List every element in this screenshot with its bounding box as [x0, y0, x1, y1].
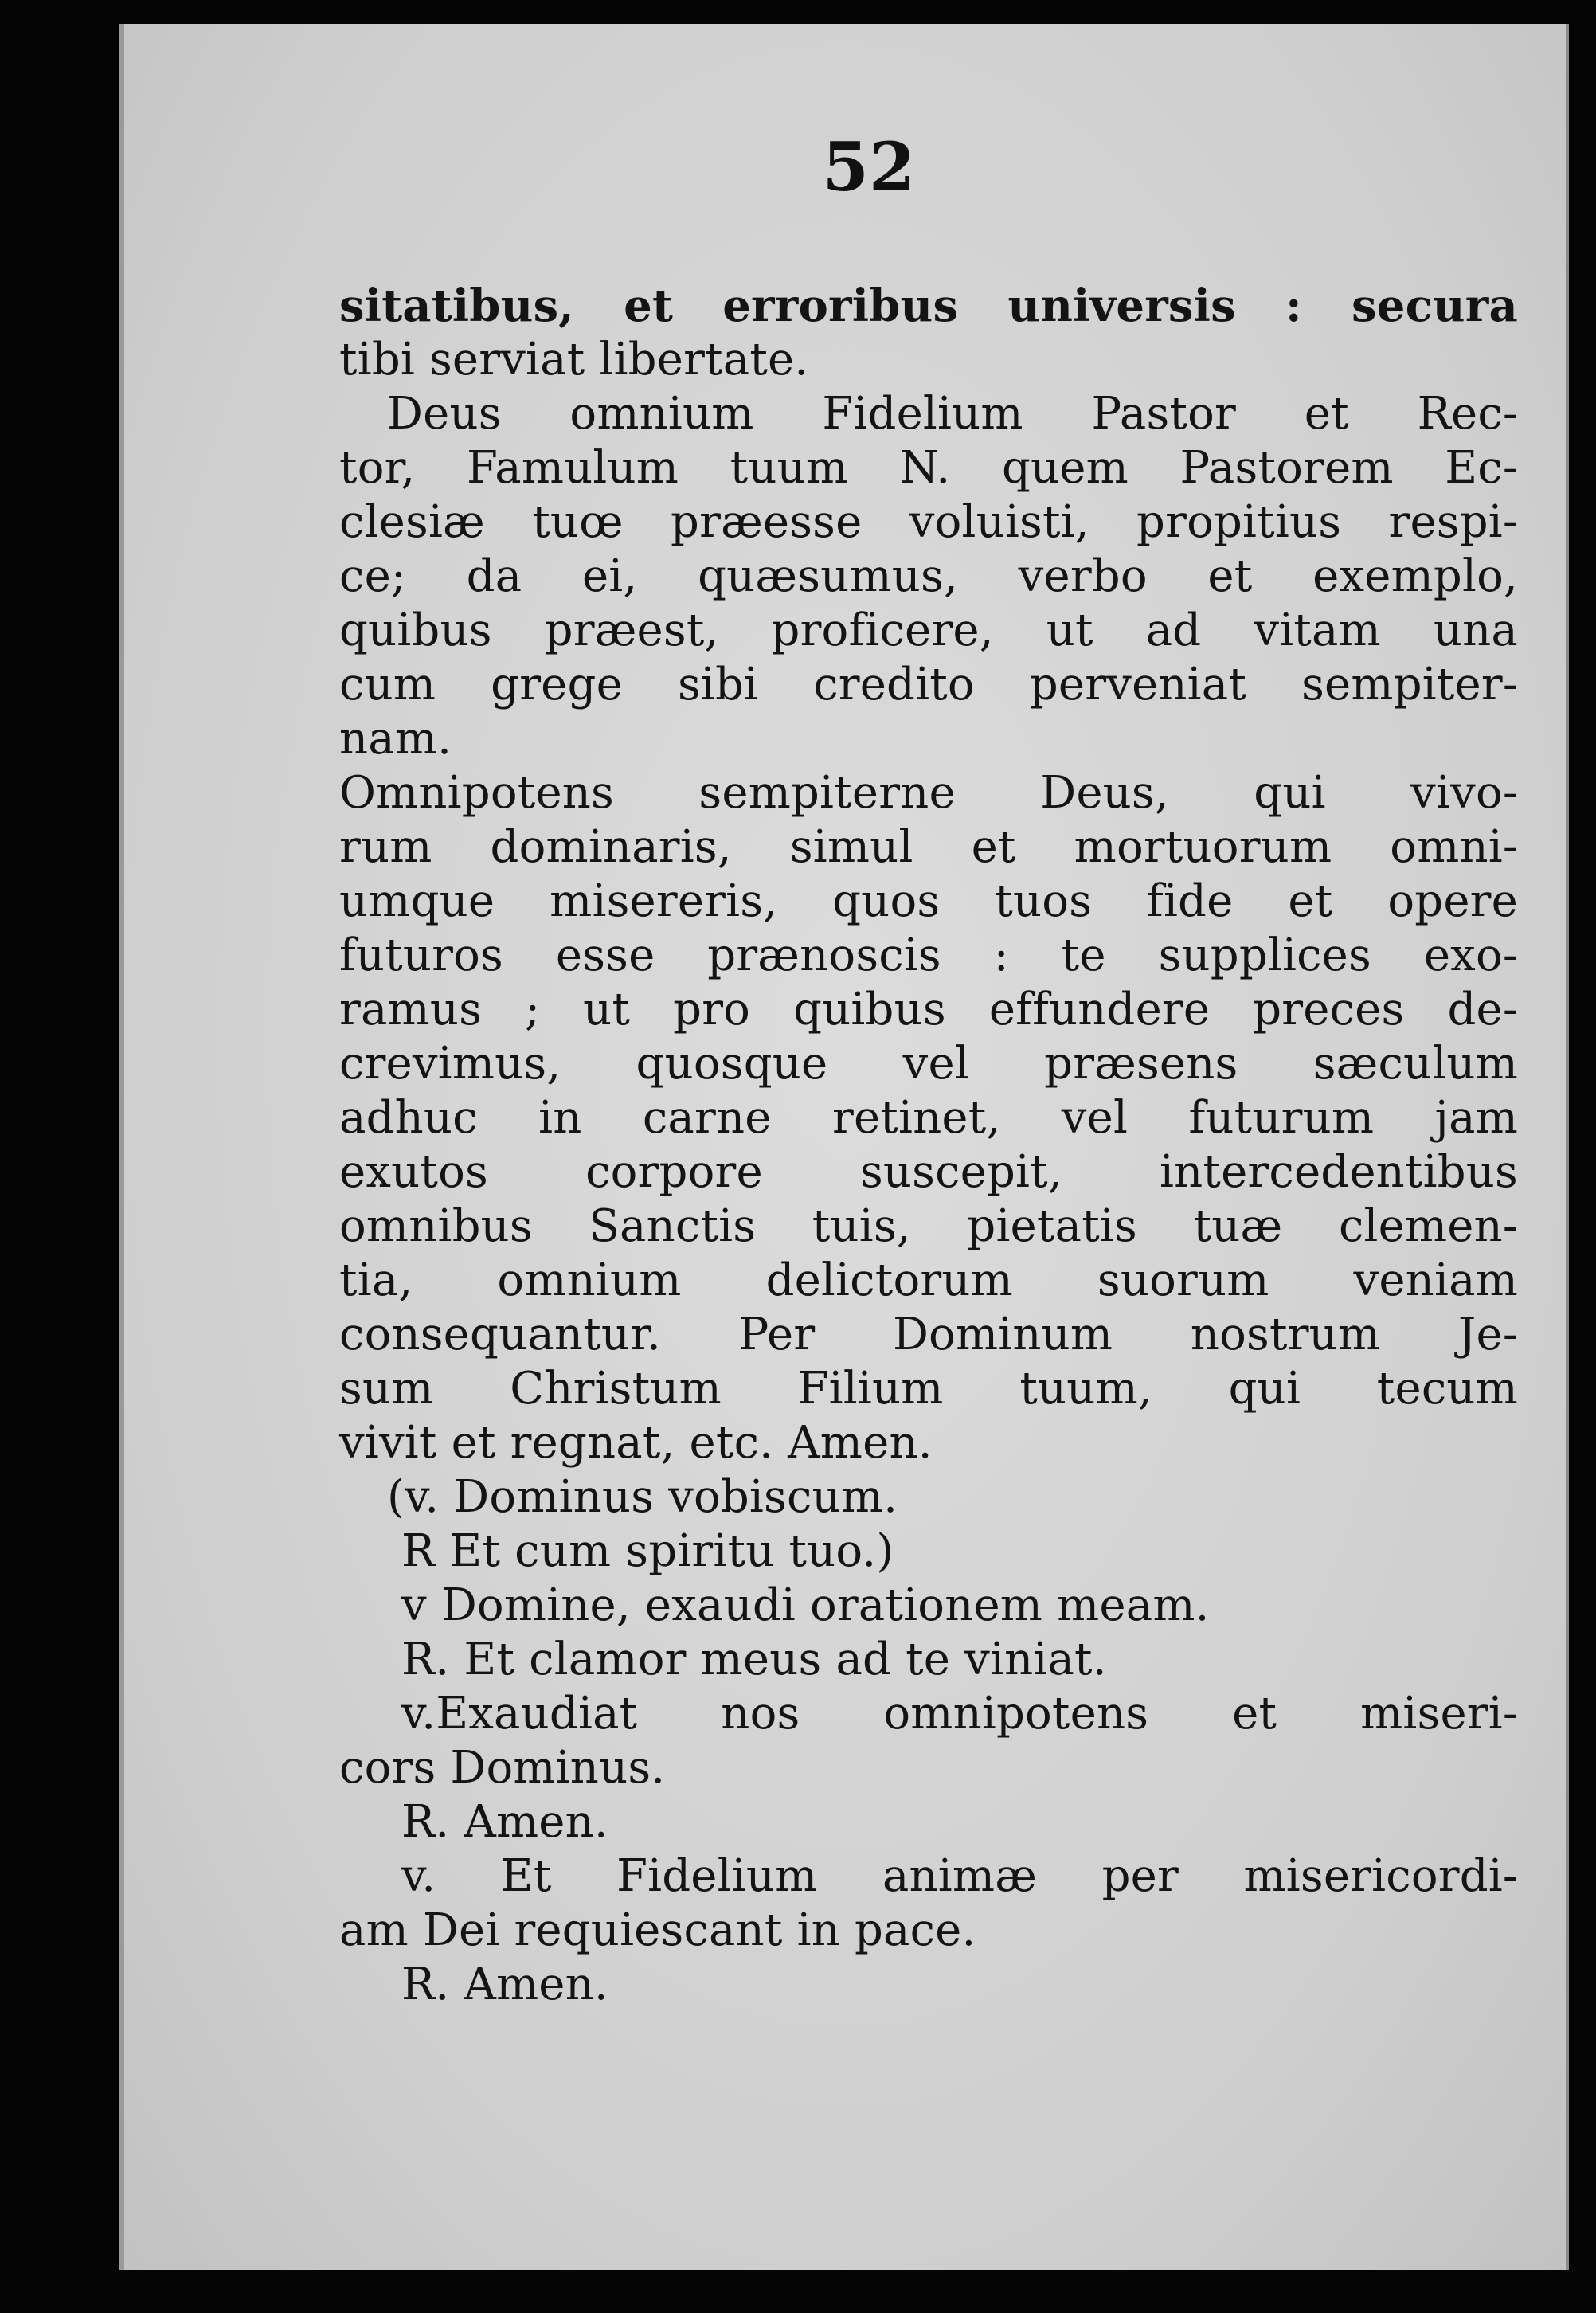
text-line: R Et cum spiritu tuo.): [401, 1525, 894, 1577]
text-line: tia, omnium delictorum suorum veniam: [339, 1254, 1518, 1306]
text-line: sitatibus, et erroribus universis : secura: [339, 280, 1518, 332]
page-number: 52: [822, 127, 916, 206]
text-line: nam.: [339, 713, 452, 765]
text-line: R. Amen.: [401, 1959, 608, 2010]
text-line: R. Et clamor meus ad te viniat.: [401, 1634, 1107, 1685]
text-line: Omnipotens sempiterne Deus, qui vivo-: [339, 767, 1518, 819]
text-line: tor, Famulum tuum N. quem Pastorem Ec-: [339, 442, 1518, 494]
text-line: rum dominaris, simul et mortuorum omni-: [339, 821, 1518, 873]
text-line: ce; da ei, quæsumus, verbo et exemplo,: [339, 550, 1518, 602]
text-line: vivit et regnat, etc. Amen.: [339, 1417, 933, 1469]
prayer-text-block: [339, 279, 1518, 2012]
text-line: omnibus Sanctis tuis, pietatis tuæ clemen-: [339, 1200, 1518, 1252]
text-line: tibi serviat libertate.: [339, 334, 809, 386]
text-line: adhuc in carne retinet, vel futurum jam: [339, 1092, 1518, 1144]
text-line: crevimus, quosque vel præsens sæculum: [339, 1038, 1518, 1090]
text-line: cum grege sibi credito perveniat sempiter-: [339, 659, 1518, 710]
text-line: exutos corpore suscepit, intercedentibus: [339, 1146, 1518, 1198]
text-line: umque misereris, quos tuos fide et opere: [339, 875, 1518, 927]
text-line: R. Amen.: [401, 1796, 608, 1848]
text-line: sum Christum Filium tuum, qui tecum: [339, 1363, 1518, 1415]
text-line: consequantur. Per Dominum nostrum Je-: [339, 1309, 1518, 1360]
text-line: Deus omnium Fidelium Pastor et Rec-: [387, 388, 1518, 440]
text-line: ramus ; ut pro quibus effundere preces de-: [339, 984, 1518, 1035]
text-line: cors Dominus.: [339, 1742, 666, 1794]
text-line: v. Et Fidelium animæ per misericordi-: [401, 1850, 1518, 1902]
text-line: clesiæ tuœ præesse voluisti, propitius respi-: [339, 496, 1518, 548]
text-line: quibus præest, proficere, ut ad vitam una: [339, 605, 1518, 656]
text-line: v.Exaudiat nos omnipotens et miseri-: [401, 1688, 1518, 1740]
text-line: v Domine, exaudi orationem meam.: [401, 1579, 1210, 1631]
text-line: (v. Dominus vobiscum.: [387, 1471, 898, 1523]
text-line: futuros esse prænoscis : te supplices exo-: [339, 930, 1518, 981]
book-page: [119, 24, 1569, 2270]
text-line: am Dei requiescant in pace.: [339, 1904, 976, 1956]
